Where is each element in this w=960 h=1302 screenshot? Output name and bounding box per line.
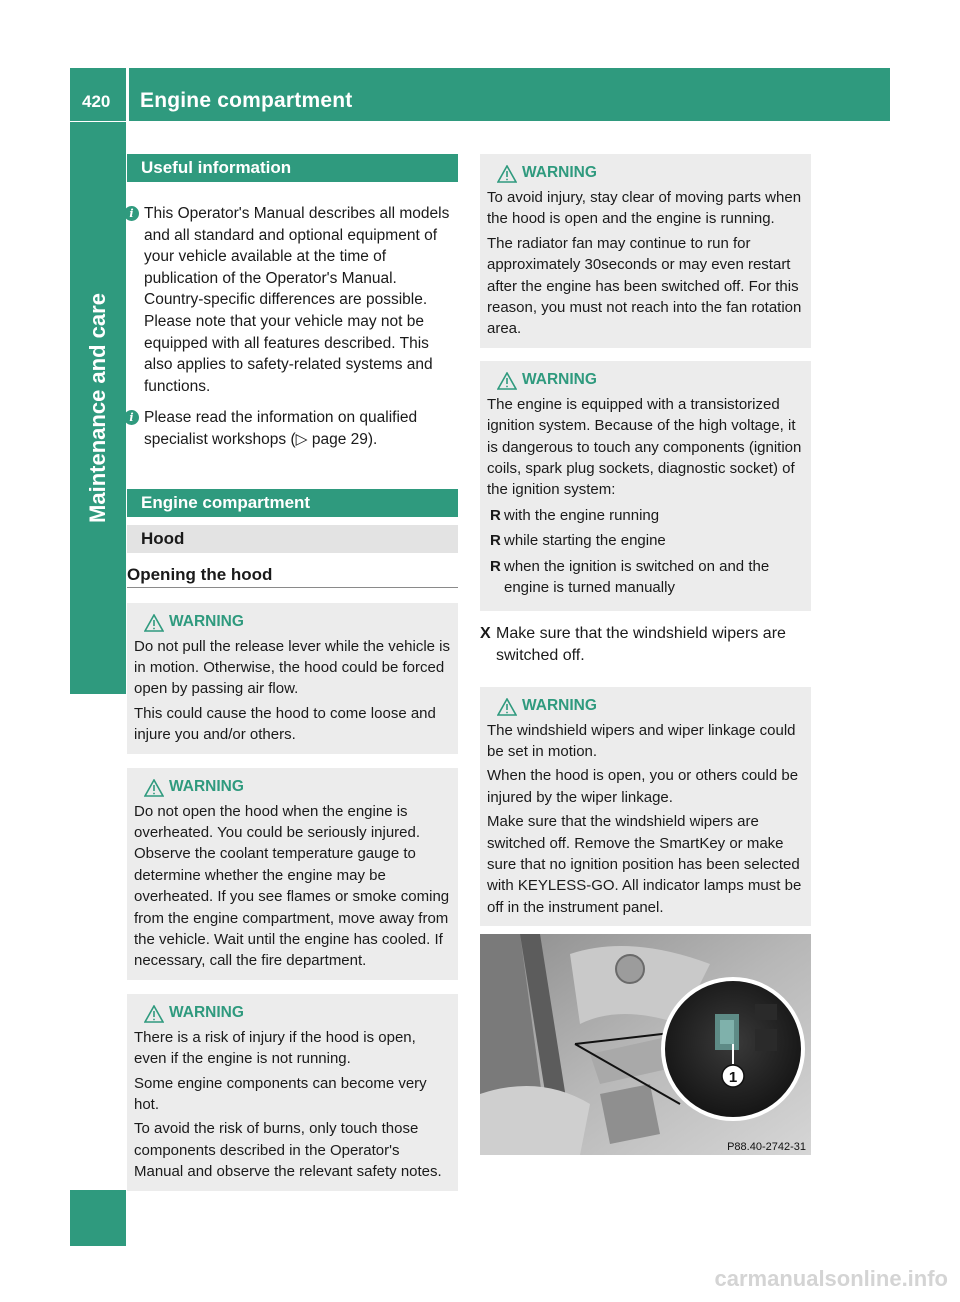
info-note: i This Operator's Manual describes all models and all standard and optional equipment of your vehicle available at the time of publication of the Operator's Manual. Country-specific differences are possible. Please note that your vehicle may not be equipped with all features described. This also applies to safety-related systems and functions.	[127, 203, 458, 397]
warning-text: The radiator fan may continue to run for approximately 30seconds or may even restart after the engine has been switched off. For this reason, you must not reach into the fan rotation area.	[487, 234, 802, 338]
warning-text: To avoid injury, stay clear of moving parts when the hood is open and the engine is running.	[487, 189, 802, 228]
subsection-heading-hood: Hood	[127, 525, 458, 553]
warning-box	[127, 603, 458, 754]
warning-text: Some engine components can become very hot.	[134, 1074, 427, 1114]
section-heading-engine-compartment: Engine compartment	[127, 489, 458, 517]
info-icon: i	[124, 410, 139, 425]
footwell-illustration	[480, 934, 811, 1155]
left-warning-1	[127, 603, 458, 754]
warning-triangle-icon	[144, 1005, 164, 1023]
warning-triangle-icon	[497, 165, 517, 183]
warning-bullet: R when the ignition is switched on and the engine is turned manually	[490, 557, 770, 597]
left-column	[127, 154, 458, 1191]
warning-bullet: R with the engine running	[487, 505, 804, 526]
warning-header	[134, 1000, 451, 1024]
warning-header	[487, 160, 804, 184]
photo-code: P88.40-2742-31	[727, 1141, 806, 1153]
warning-label: WARNING	[169, 777, 244, 795]
warning-text: The windshield wipers and wiper linkage could be set in motion.	[487, 721, 796, 760]
warning-box	[127, 768, 458, 980]
warning-bullet: R while starting the engine	[487, 530, 804, 551]
warning-text: This could cause the hood to come loose and injure you and/or others.	[134, 704, 436, 744]
warning-triangle-icon	[144, 779, 164, 797]
left-warning-2	[127, 768, 458, 980]
warning-block-ignition	[480, 361, 811, 611]
warning-block-wipers	[480, 687, 811, 927]
warning-header	[487, 367, 804, 391]
warning-label: WARNING	[169, 1003, 244, 1021]
workshop-page-reference: Please read the information on qualified specialist workshops (▷ page 29).	[144, 409, 418, 448]
useful-information-heading: Useful information	[127, 154, 458, 182]
warning-triangle-icon	[497, 372, 517, 390]
warning-text: Do not pull the release lever while the vehicle is in motion. Otherwise, the hood could be forced open by passing air flow.	[134, 637, 451, 698]
callout-1: 1	[728, 1069, 738, 1086]
warning-label: WARNING	[169, 612, 244, 630]
page-title: Engine compartment	[140, 89, 353, 112]
warning-triangle-icon	[144, 614, 164, 632]
page-number: 420	[82, 92, 111, 111]
warning-text: Do not open the hood when the engine is overheated. You could be seriously injured. Observe the coolant temperature gauge to determine whether the engine may be overheated. If you see flames or smoke coming from the engine compartment, move away from the vehicle. Wait until the engine has cooled. If necessary, call the fire department.	[134, 802, 450, 970]
warning-text: When the hood is open, you or others could be injured by the wiper linkage.	[487, 767, 799, 806]
chapter-footer-marker	[70, 1190, 126, 1246]
warning-label: WARNING	[522, 164, 597, 181]
warning-text: There is a risk of injury if the hood is open, even if the engine is not running.	[134, 1028, 416, 1068]
bullet-marker: R	[490, 557, 501, 575]
warning-header	[134, 609, 451, 633]
header-separator	[126, 68, 129, 121]
left-warning-3	[127, 994, 458, 1191]
warning-bullet-list	[487, 505, 804, 599]
warning-text: The engine is equipped with a transistorized ignition system. Because of the high voltage, it is dangerous to touch any components (ignition coils, spark plug sockets, diagnostic socket) of the ignition system:	[487, 395, 802, 499]
warning-block-fan	[480, 154, 811, 348]
warning-text: Make sure that the windshield wipers are switched off. Remove the SmartKey or make sure that no ignition position has been selected with KEYLESS-GO. All indicator lamps must be off in the instrument panel.	[487, 813, 802, 916]
bullet-marker: R	[490, 506, 501, 524]
left-warnings	[127, 603, 458, 1191]
warning-box	[480, 687, 811, 927]
instruction-wipers-off: X Make sure that the windshield wipers are switched off.	[480, 624, 786, 664]
right-column	[480, 154, 811, 926]
warning-label: WARNING	[522, 370, 597, 388]
hood-release-lever-photo	[480, 934, 811, 1155]
warning-text: To avoid the risk of burns, only touch those components described in the Operator's Manual and observe the relevant safety notes.	[134, 1120, 442, 1181]
bullet-marker: R	[490, 532, 501, 550]
instruction-marker: X	[480, 624, 491, 642]
warning-box	[127, 994, 458, 1191]
info-note	[127, 407, 458, 450]
warning-box	[480, 154, 811, 348]
warning-label: WARNING	[522, 696, 597, 714]
warning-triangle-icon	[497, 698, 517, 716]
warning-box	[480, 361, 811, 611]
opening-the-hood-heading: Opening the hood	[127, 565, 458, 588]
page-header	[70, 68, 890, 121]
warning-header	[134, 774, 451, 798]
info-icon: i	[124, 206, 139, 221]
warning-header	[487, 693, 804, 717]
watermark: carmanualsonline.info	[714, 1266, 948, 1291]
